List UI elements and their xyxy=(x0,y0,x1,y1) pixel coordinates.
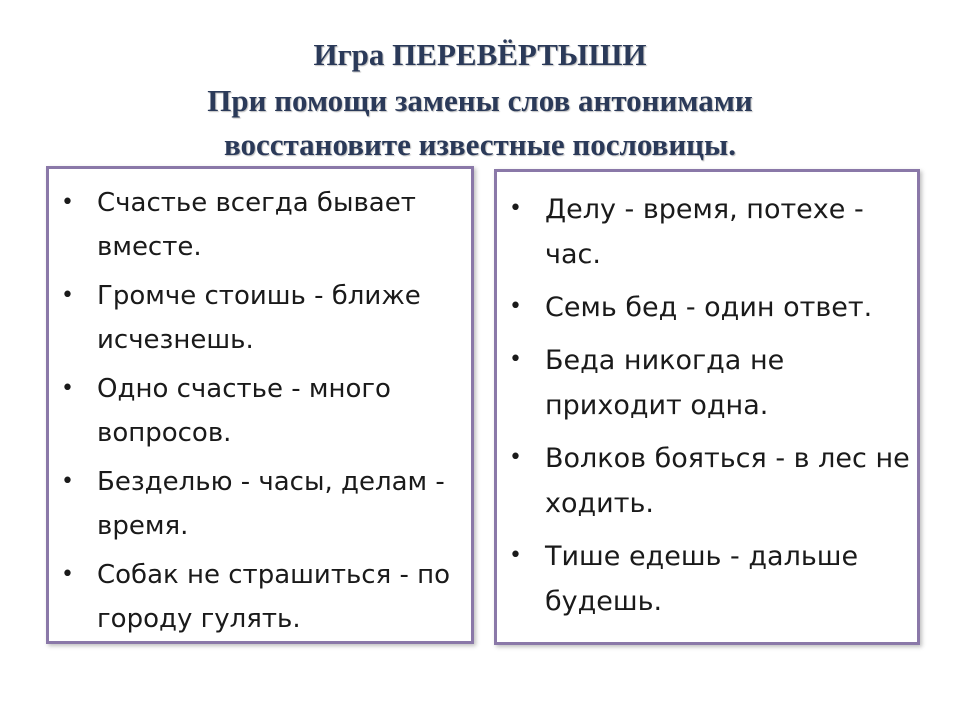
list-item xyxy=(505,338,915,428)
list-item xyxy=(57,367,467,455)
list-item-text: Собак не страшиться - по городу гулять. xyxy=(97,560,451,634)
list-item xyxy=(57,274,467,362)
bullet-icon: • xyxy=(509,294,522,319)
slide-subtitle-line-1: При помощи замены слов антонимами xyxy=(207,83,753,118)
bullet-icon: • xyxy=(61,562,74,587)
list-item xyxy=(505,285,915,330)
right-proverbs-box xyxy=(494,169,920,645)
bullet-icon: • xyxy=(509,347,522,372)
list-item-text: Беда никогда не приходит одна. xyxy=(545,345,785,421)
slide-title: Игра ПЕРЕВЁРТЫШИ xyxy=(313,37,647,72)
left-proverbs-box xyxy=(46,166,474,644)
right-proverbs-list xyxy=(505,187,915,632)
list-item-text: Одно счастье - много вопросов. xyxy=(97,374,391,448)
bullet-icon: • xyxy=(61,376,74,401)
bullet-icon: • xyxy=(509,196,522,221)
bullet-icon: • xyxy=(509,543,522,568)
bullet-icon: • xyxy=(61,283,74,308)
list-item xyxy=(57,553,467,641)
bullet-icon: • xyxy=(61,469,74,494)
list-item xyxy=(505,534,915,624)
bullet-icon: • xyxy=(509,445,522,470)
list-item xyxy=(505,436,915,526)
bullet-icon: • xyxy=(61,190,74,215)
list-item-text: Делу - время, потехе - час. xyxy=(545,194,864,270)
list-item-text: Безделью - часы, делам - время. xyxy=(97,467,445,541)
list-item xyxy=(57,460,467,548)
list-item-text: Волков бояться - в лес не ходить. xyxy=(545,443,910,519)
list-item xyxy=(57,181,467,269)
list-item xyxy=(505,187,915,277)
list-item-text: Счастье всегда бывает вместе. xyxy=(97,188,416,262)
left-proverbs-list xyxy=(57,181,467,646)
list-item-text: Громче стоишь - ближе исчезнешь. xyxy=(97,281,421,355)
list-item-text: Тише едешь - дальше будешь. xyxy=(545,541,859,617)
list-item-text: Семь бед - один ответ. xyxy=(545,292,873,323)
slide-subtitle-line-2: восстановите известные пословицы. xyxy=(224,127,736,162)
